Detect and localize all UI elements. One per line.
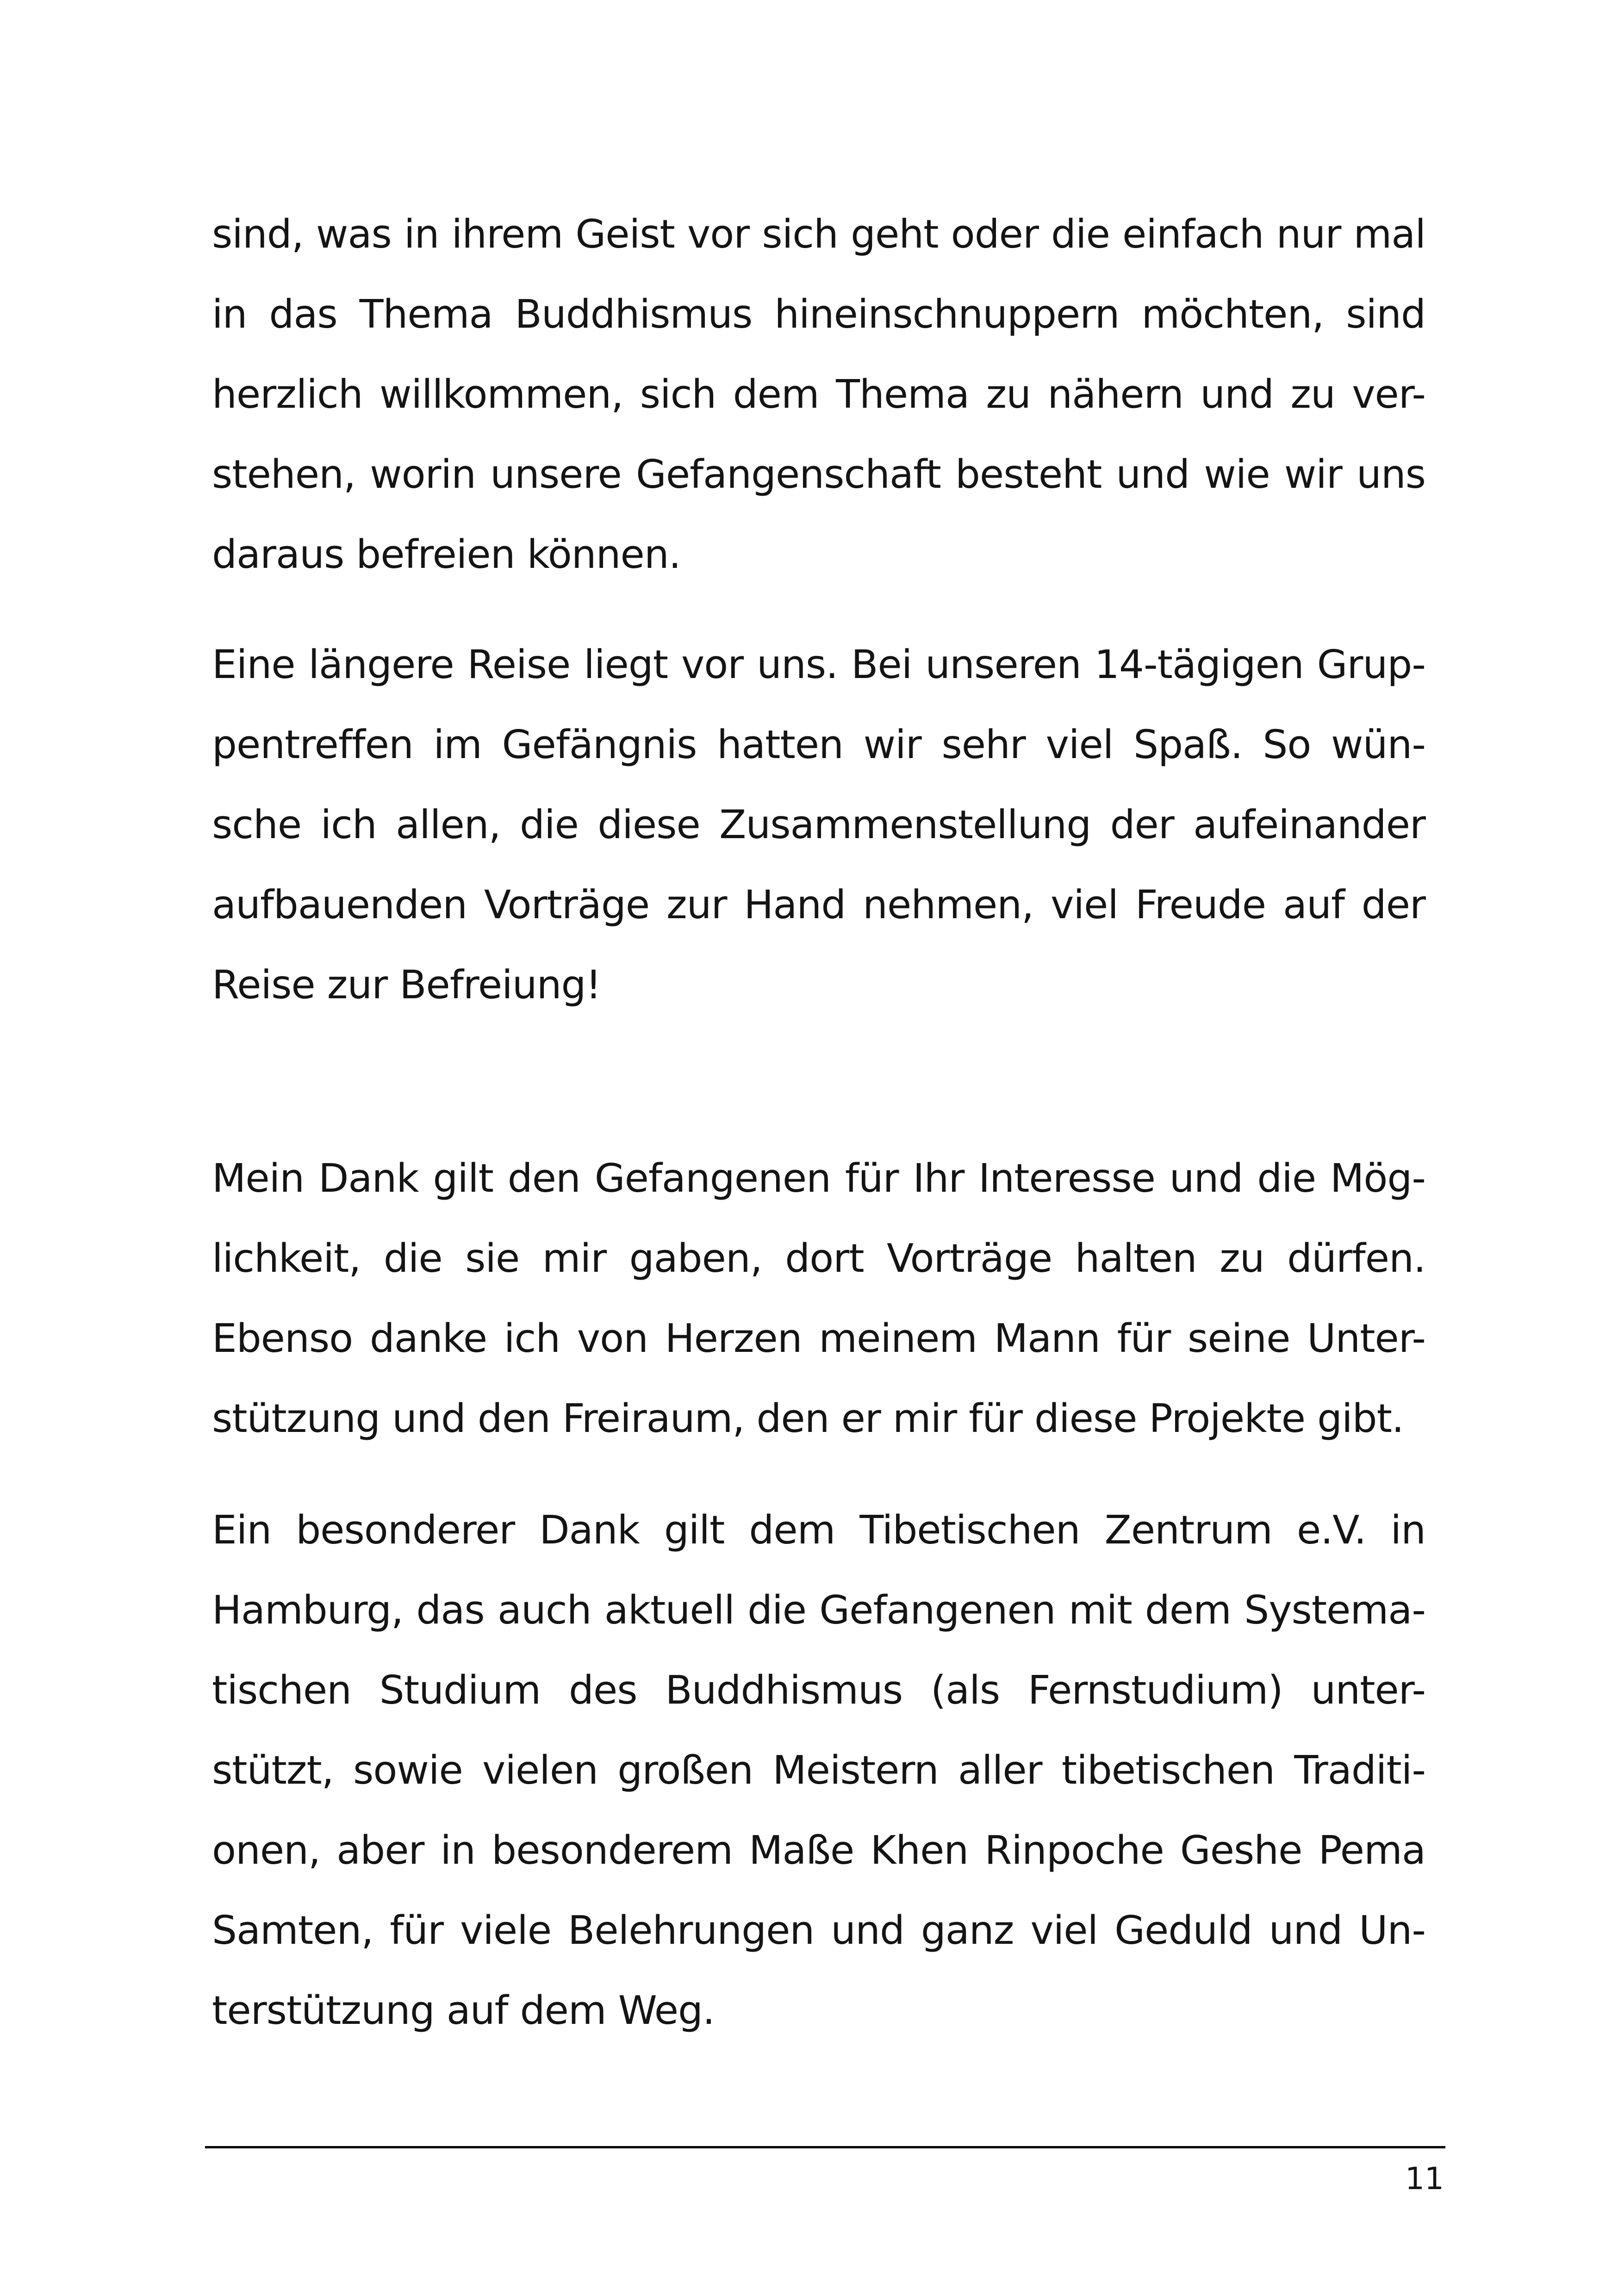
paragraph-line: sind, was in ihrem Geist vor sich geht oder die einfach nur mal — [212, 212, 1425, 257]
paragraph-line: in das Thema Buddhismus hineinschnuppern möchten, sind — [212, 292, 1425, 337]
paragraph-line: Eine längere Reise liegt vor uns. Bei unseren 14-tägigen Grup- — [212, 642, 1425, 688]
paragraph-line: stützung und den Freiraum, den er mir für diese Projekte gibt. — [212, 1396, 1404, 1442]
paragraph-line: Reise zur Befreiung! — [212, 962, 601, 1008]
paragraph-2 — [212, 625, 1425, 1025]
paragraph-line: tischen Studium des Buddhismus (als Fernstudium) unter- — [212, 1668, 1425, 1713]
paragraph-line: Samten, für viele Belehrungen und ganz viel Geduld und Un- — [212, 1908, 1425, 1954]
paragraph-line: Mein Dank gilt den Gefangenen für Ihr Interesse und die Mög- — [212, 1156, 1425, 1201]
paragraph-line: Ebenso danke ich von Herzen meinem Mann für seine Unter- — [212, 1316, 1425, 1362]
footer-divider — [205, 2146, 1445, 2148]
paragraph-line: terstützung auf dem Weg. — [212, 1988, 715, 2034]
page-number: 11 — [1405, 2161, 1444, 2196]
paragraph-line: pentreffen im Gefängnis hatten wir sehr viel Spaß. So wün- — [212, 722, 1425, 768]
paragraph-line: daraus befreien können. — [212, 532, 681, 578]
paragraph-line: Ein besonderer Dank gilt dem Tibetischen Zentrum e.V. in — [212, 1507, 1425, 1553]
paragraph-4 — [212, 1490, 1425, 2051]
paragraph-1 — [212, 194, 1425, 595]
paragraph-line: onen, aber in besonderem Maße Khen Rinpoche Geshe Pema — [212, 1828, 1425, 1873]
paragraph-3 — [212, 1139, 1425, 1459]
paragraph-line: herzlich willkommen, sich dem Thema zu nähern und zu ver- — [212, 372, 1425, 417]
paragraph-line: stützt, sowie vielen großen Meistern aller tibetischen Traditi- — [212, 1748, 1425, 1793]
paragraph-line: Hamburg, das auch aktuell die Gefangenen mit dem Systema- — [212, 1587, 1425, 1633]
paragraph-line: sche ich allen, die diese Zusammenstellung der aufeinander — [212, 802, 1425, 848]
paragraph-line: aufbauenden Vorträge zur Hand nehmen, viel Freude auf der — [212, 882, 1425, 928]
paragraph-line: lichkeit, die sie mir gaben, dort Vorträge halten zu dürfen. — [212, 1236, 1425, 1282]
paragraph-line: stehen, worin unsere Gefangenschaft besteht und wie wir uns — [212, 452, 1425, 498]
